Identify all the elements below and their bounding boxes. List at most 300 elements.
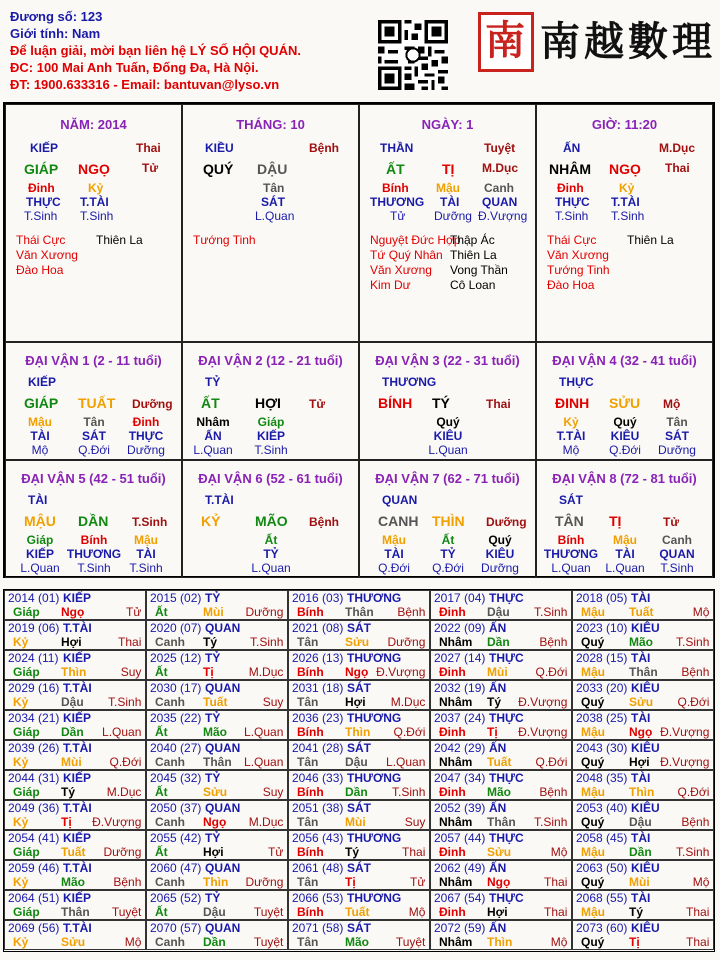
year-label: 2014 (01)	[8, 591, 60, 605]
dai-van-hidden-ts: T.Sinh	[77, 561, 111, 575]
year-cell	[288, 890, 430, 920]
year-cell	[430, 830, 572, 860]
year-truong-sinh: Mộ	[408, 905, 426, 919]
pillar-text: Tướng Tinh	[547, 263, 610, 277]
year-sao: THỰC	[489, 711, 524, 725]
gioitinh-value: Nam	[71, 26, 101, 41]
year-chi: Mùi	[487, 665, 508, 679]
dai-van-hidden-can: Kỷ	[563, 415, 579, 429]
year-can: Nhâm	[439, 635, 473, 649]
contact-line[interactable]: Để luận giải, mời bạn liên hệ LÝ SỐ HỘI QUÁN.	[10, 43, 301, 58]
year-can: Quý	[581, 755, 605, 769]
year-cell	[288, 770, 430, 800]
year-sao: SÁT	[347, 921, 371, 935]
pillar-text: Kỷ	[619, 181, 635, 195]
year-truong-sinh: Dưỡng	[245, 875, 284, 889]
dai-van-sao: QUAN	[382, 493, 418, 507]
year-chi: Tuất	[61, 845, 86, 859]
year-truong-sinh: Mộ	[550, 935, 568, 949]
year-label: 2028 (15)	[576, 651, 628, 665]
year-chi: Dậu	[629, 815, 652, 829]
year-can: Nhâm	[439, 875, 473, 889]
year-can: Canh	[155, 875, 185, 889]
year-cell	[4, 920, 146, 950]
year-sao: ẤN	[489, 861, 507, 875]
dai-van-hidden-ts: Q.Đới	[609, 443, 641, 457]
year-sao: QUAN	[205, 921, 241, 935]
year-truong-sinh: Thai	[544, 905, 568, 919]
year-chi: Dậu	[61, 695, 84, 709]
year-label: 2054 (41)	[8, 831, 60, 845]
year-chi: Tý	[487, 695, 502, 709]
year-chi: Dần	[487, 635, 510, 649]
year-cell	[4, 740, 146, 770]
year-cell	[288, 740, 430, 770]
year-truong-sinh: Tử	[268, 845, 284, 859]
year-can: Tân	[297, 935, 319, 949]
pillar-text: DẬU	[257, 161, 288, 177]
pillar-text: L.Quan	[255, 209, 295, 223]
dai-van-cell	[5, 342, 182, 460]
dai-van-hidden-ts: Q.Đới	[78, 443, 110, 457]
year-chi: Ngọ	[345, 665, 369, 679]
year-can: Mậu	[581, 665, 605, 679]
year-can: Bính	[297, 725, 324, 739]
dai-van-hidden-sao: THỰC	[128, 429, 164, 443]
year-chi: Hợi	[61, 635, 82, 649]
year-can: Nhâm	[439, 755, 473, 769]
year-label: 2063 (50)	[576, 861, 628, 875]
pillar-text: QUAN	[482, 195, 518, 209]
year-truong-sinh: Suy	[120, 665, 142, 679]
so-label: Đương số:	[10, 9, 78, 24]
year-truong-sinh: T.Sinh	[676, 845, 710, 859]
year-label: 2029 (16)	[8, 681, 60, 695]
year-sao: THỰC	[489, 591, 524, 605]
year-sao: TỶ	[205, 831, 221, 845]
pillar-text: T.TÀI	[80, 195, 109, 209]
year-chi: Mão	[629, 635, 653, 649]
pillar-text: Thập Ác	[450, 233, 495, 247]
dai-van-can: KỶ	[201, 513, 221, 529]
year-label: 2052 (39)	[434, 801, 486, 815]
year-can: Kỷ	[13, 935, 29, 949]
year-chi: Hợi	[203, 845, 224, 859]
dai-van-hidden-ts: Dưỡng	[481, 561, 519, 575]
year-truong-sinh: Thai	[686, 935, 710, 949]
year-sao: THỰC	[489, 891, 524, 905]
year-chi: Dần	[203, 935, 226, 949]
year-label: 2069 (56)	[8, 921, 60, 935]
year-chi: Thìn	[629, 785, 655, 799]
year-chi: Tị	[203, 665, 214, 679]
year-label: 2020 (07)	[150, 621, 202, 635]
year-chi: Thân	[61, 905, 90, 919]
year-cell	[430, 800, 572, 830]
year-chi: Ngọ	[487, 875, 511, 889]
year-chi: Dậu	[345, 755, 368, 769]
year-truong-sinh: Q.Đới	[677, 695, 710, 709]
dai-van-title: ĐẠI VẬN 6 (52 - 61 tuổi)	[198, 471, 343, 486]
year-sao: SÁT	[347, 801, 371, 815]
pillar-text: NGỌ	[609, 161, 641, 177]
year-can: Kỷ	[13, 695, 29, 709]
qr-code-icon[interactable]	[378, 20, 448, 90]
year-can: Tân	[297, 755, 319, 769]
year-chi: Tuất	[629, 605, 654, 619]
year-truong-sinh: Tử	[126, 605, 142, 619]
year-can: Ất	[155, 785, 168, 799]
year-truong-sinh: Tuyệt	[111, 905, 142, 919]
dai-van-hidden-sao: TỶ	[440, 547, 456, 561]
pillar-text: Tuyệt	[484, 141, 516, 155]
year-cell	[146, 890, 288, 920]
year-sao: KIẾP	[63, 831, 92, 845]
year-cell	[572, 920, 714, 950]
year-cell	[146, 710, 288, 740]
year-chi: Mão	[203, 725, 227, 739]
dai-van-hidden-ts: T.Sinh	[129, 561, 163, 575]
dai-van-chi: HỢI	[255, 395, 281, 411]
year-chi: Mùi	[345, 815, 366, 829]
dai-van-cell	[536, 342, 713, 460]
dai-van-hidden-sao: QUAN	[659, 547, 695, 561]
year-sao: TÀI	[631, 891, 651, 905]
year-label: 2042 (29)	[434, 741, 486, 755]
year-label: 2053 (40)	[576, 801, 628, 815]
year-sao: T.TÀI	[63, 801, 92, 815]
year-label: 2072 (59)	[434, 921, 486, 935]
dai-van-sao: KIẾP	[28, 375, 57, 389]
year-label: 2035 (22)	[150, 711, 202, 725]
dai-van-title: ĐẠI VẬN 5 (42 - 51 tuổi)	[21, 471, 166, 486]
year-chi: Dậu	[487, 605, 510, 619]
dai-van-hidden-sao: T.TÀI	[556, 429, 586, 443]
year-sao: TÀI	[631, 771, 651, 785]
year-truong-sinh: Bệnh	[681, 665, 710, 679]
pillar-text: THẦN	[380, 141, 414, 155]
year-sao: TÀI	[631, 711, 651, 725]
pillar-text: T.Sinh	[611, 209, 645, 223]
year-chi: Ngọ	[629, 725, 653, 739]
dai-van-title: ĐẠI VẬN 1 (2 - 11 tuổi)	[25, 353, 162, 368]
dai-van-truong-sinh: Tử	[309, 397, 326, 411]
pillar-text: Thái Cực	[547, 233, 597, 247]
dai-van-hidden-can: Tân	[666, 415, 688, 429]
pillar-text: Vong Thần	[450, 263, 508, 277]
year-cell	[572, 650, 714, 680]
year-truong-sinh: Mộ	[124, 935, 142, 949]
pillar-text: T.Sinh	[80, 209, 114, 223]
dai-van-chi: DẦN	[78, 513, 109, 529]
pillar-text: THƯƠNG	[370, 195, 425, 209]
dai-van-cell	[359, 342, 536, 460]
year-can: Canh	[155, 755, 185, 769]
year-can: Đinh	[439, 725, 466, 739]
pillars-grid	[3, 102, 715, 578]
year-cell	[430, 920, 572, 950]
year-sao: ẤN	[489, 801, 507, 815]
year-sao: KIẾP	[63, 651, 92, 665]
dai-van-hidden-can: Bính	[557, 533, 585, 547]
dai-van-truong-sinh: T.Sinh	[132, 515, 168, 529]
year-chi: Mùi	[61, 755, 82, 769]
dai-van-hidden-sao: TỶ	[263, 547, 279, 561]
year-chi: Thân	[345, 605, 374, 619]
pillar-text: Bệnh	[309, 141, 339, 155]
dai-van-title: ĐẠI VẬN 8 (72 - 81 tuổi)	[552, 471, 697, 486]
year-label: 2025 (12)	[150, 651, 202, 665]
year-can: Bính	[297, 845, 324, 859]
year-label: 2022 (09)	[434, 621, 486, 635]
year-cell	[572, 740, 714, 770]
year-truong-sinh: Đ.Vượng	[92, 815, 142, 829]
year-truong-sinh: M.Dục	[248, 815, 284, 829]
year-label: 2017 (04)	[434, 591, 486, 605]
pillar-text: Tứ Quý Nhân	[370, 248, 443, 262]
year-can: Ất	[155, 605, 168, 619]
year-can: Quý	[581, 815, 605, 829]
pillar-text: Đào Hoa	[547, 278, 595, 292]
so-value: 123	[80, 9, 103, 24]
year-truong-sinh: T.Sinh	[534, 605, 568, 619]
year-label: 2036 (23)	[292, 711, 344, 725]
year-sao: THƯƠNG	[347, 891, 402, 905]
year-cell	[572, 800, 714, 830]
year-cell	[4, 710, 146, 740]
year-sao: KIẾP	[63, 711, 92, 725]
year-can: Canh	[155, 815, 185, 829]
year-chi: Dần	[629, 845, 652, 859]
year-sao: T.TÀI	[63, 621, 92, 635]
dai-van-hidden-ts: L.Quan	[193, 443, 233, 457]
year-truong-sinh: L.Quan	[244, 755, 284, 769]
dai-van-hidden-sao: KIÊU	[433, 429, 463, 443]
year-cell	[146, 740, 288, 770]
dai-van-truong-sinh: Tử	[663, 515, 680, 529]
pillar-text: ẤN	[563, 141, 581, 155]
year-sao: T.TÀI	[63, 741, 92, 755]
year-can: Quý	[581, 875, 605, 889]
year-can: Quý	[581, 935, 605, 949]
year-cell	[572, 710, 714, 740]
pillar-text: Canh	[484, 181, 514, 195]
year-can: Giáp	[13, 665, 40, 679]
pillar-text: Cô Loan	[450, 278, 496, 292]
year-truong-sinh: Tuyệt	[395, 935, 426, 949]
year-cell	[430, 650, 572, 680]
year-can: Tân	[297, 815, 319, 829]
year-truong-sinh: M.Dục	[390, 695, 426, 709]
dai-van-hidden-sao: THƯƠNG	[66, 547, 122, 561]
logo: 南越數理	[540, 18, 716, 65]
year-chi: Sửu	[61, 935, 86, 949]
year-chi: Dậu	[203, 905, 226, 919]
dai-van-hidden-ts: Dưỡng	[127, 443, 165, 457]
pillar-text: Thai	[136, 141, 161, 155]
year-cell	[4, 770, 146, 800]
dai-van-title: ĐẠI VẬN 3 (22 - 31 tuổi)	[375, 353, 520, 368]
dai-van-cell	[182, 342, 359, 460]
year-cell	[288, 800, 430, 830]
year-truong-sinh: Suy	[262, 695, 284, 709]
year-label: 2041 (28)	[292, 741, 344, 755]
year-sao: KIÊU	[631, 681, 660, 695]
year-chi: Tị	[629, 935, 640, 949]
year-cell	[288, 710, 430, 740]
dai-van-hidden-sao: TÀI	[615, 547, 635, 561]
year-chi: Tý	[61, 785, 76, 799]
year-cell	[146, 800, 288, 830]
pillar-text: Thiên La	[450, 248, 497, 262]
year-cell	[572, 770, 714, 800]
year-cell	[288, 920, 430, 950]
year-truong-sinh: Thai	[686, 905, 710, 919]
year-chi: Tuất	[345, 905, 370, 919]
pillar-text: Văn Xương	[547, 248, 609, 262]
year-sao: SÁT	[347, 681, 371, 695]
dai-van-truong-sinh: Dưỡng	[132, 397, 173, 411]
year-sao: KIẾP	[63, 771, 92, 785]
year-cell	[4, 680, 146, 710]
pillar-text: Kim Dư	[370, 278, 411, 292]
year-cell	[146, 620, 288, 650]
year-can: Bính	[297, 605, 324, 619]
year-chi: Tý	[345, 845, 360, 859]
pillar-text: Bính	[382, 181, 409, 195]
year-cell	[288, 860, 430, 890]
pillar-text: M.Dục	[482, 161, 518, 175]
gioitinh-label: Giới tính:	[10, 26, 69, 41]
year-can: Ất	[155, 725, 168, 739]
pillar-text: T.TÀI	[611, 195, 640, 209]
year-label: 2056 (43)	[292, 831, 344, 845]
year-truong-sinh: Mộ	[692, 605, 710, 619]
year-label: 2023 (10)	[576, 621, 628, 635]
year-cell	[146, 680, 288, 710]
dai-van-hidden-sao: KIÊU	[485, 547, 515, 561]
pillar-text: Văn Xương	[16, 248, 78, 262]
year-label: 2026 (13)	[292, 651, 344, 665]
dai-van-hidden-can: Tân	[83, 415, 105, 429]
year-sao: TỶ	[205, 651, 221, 665]
year-cell	[4, 890, 146, 920]
dai-van-hidden-sao: TÀI	[136, 547, 156, 561]
year-sao: TÀI	[631, 651, 651, 665]
year-label: 2070 (57)	[150, 921, 202, 935]
year-sao: SÁT	[347, 861, 371, 875]
year-truong-sinh: Tử	[410, 875, 426, 889]
dai-van-hidden-can: Giáp	[257, 415, 285, 429]
year-label: 2045 (32)	[150, 771, 202, 785]
year-can: Mậu	[581, 725, 605, 739]
year-cell	[430, 890, 572, 920]
year-sao: THƯƠNG	[347, 771, 402, 785]
year-label: 2021 (08)	[292, 621, 344, 635]
year-can: Đinh	[439, 845, 466, 859]
year-can: Ất	[155, 845, 168, 859]
pillar-text: Thiên La	[96, 233, 143, 247]
year-chi: Thìn	[203, 875, 229, 889]
year-chi: Thân	[203, 755, 232, 769]
year-can: Mậu	[581, 845, 605, 859]
year-cell	[4, 830, 146, 860]
year-truong-sinh: Bệnh	[397, 605, 426, 619]
dai-van-hidden-sao: SÁT	[665, 429, 689, 443]
year-label: 2059 (46)	[8, 861, 60, 875]
year-can: Canh	[155, 935, 185, 949]
dai-van-hidden-can: Ất	[264, 533, 278, 547]
year-can: Mậu	[581, 905, 605, 919]
dai-van-hidden-can: Nhâm	[196, 415, 230, 429]
year-label: 2066 (53)	[292, 891, 344, 905]
year-cell	[572, 620, 714, 650]
dai-van-hidden-can: Mậu	[613, 533, 637, 547]
dai-van-hidden-sao: KIẾP	[25, 547, 55, 561]
dai-van-cell	[182, 460, 359, 578]
pillar-text: Mậu	[436, 181, 460, 195]
year-sao: TỶ	[205, 771, 221, 785]
year-label: 2073 (60)	[576, 921, 628, 935]
pillar-text: NHÂM	[549, 161, 591, 177]
year-label: 2043 (30)	[576, 741, 628, 755]
pillar-text: Tử	[142, 161, 159, 175]
year-cell	[4, 590, 146, 620]
year-chi: Thìn	[61, 665, 87, 679]
red-seal-icon: 南	[478, 12, 534, 72]
dai-van-hidden-can: Quý	[613, 415, 637, 429]
year-label: 2037 (24)	[434, 711, 486, 725]
pillar-text: KIẾP	[30, 141, 59, 155]
year-truong-sinh: T.Sinh	[250, 635, 284, 649]
year-truong-sinh: Suy	[404, 815, 426, 829]
year-sao: T.TÀI	[63, 861, 92, 875]
year-can: Đinh	[439, 785, 466, 799]
dai-van-hidden-ts: Mộ	[31, 443, 49, 457]
dai-van-hidden-ts: L.Quan	[251, 561, 291, 575]
year-chi: Mùi	[203, 605, 224, 619]
pillar-text: Đào Hoa	[16, 263, 64, 277]
year-sao: TỶ	[205, 591, 221, 605]
year-can: Giáp	[13, 905, 40, 919]
year-chi: Tý	[629, 905, 644, 919]
year-can: Canh	[155, 695, 185, 709]
year-label: 2032 (19)	[434, 681, 486, 695]
year-can: Tân	[297, 635, 319, 649]
year-label: 2068 (55)	[576, 891, 628, 905]
year-can: Mậu	[581, 785, 605, 799]
dai-van-hidden-ts: L.Quan	[605, 561, 645, 575]
year-can: Đinh	[439, 905, 466, 919]
year-label: 2024 (11)	[8, 651, 59, 665]
dai-van-hidden-can: Bính	[80, 533, 108, 547]
year-label: 2049 (36)	[8, 801, 60, 815]
phone-line[interactable]: ĐT: 1900.633316 - Email: bantuvan@lyso.vn	[10, 77, 280, 92]
year-truong-sinh: L.Quan	[102, 725, 142, 739]
year-chi: Ngọ	[203, 815, 227, 829]
year-truong-sinh: Mộ	[692, 875, 710, 889]
dai-van-chi: THÌN	[432, 513, 465, 529]
year-can: Bính	[297, 665, 324, 679]
year-sao: TỶ	[205, 711, 221, 725]
dai-van-hidden-sao: TÀI	[384, 547, 404, 561]
year-sao: THƯƠNG	[347, 651, 402, 665]
year-truong-sinh: Bệnh	[539, 785, 568, 799]
year-sao: KIÊU	[631, 801, 660, 815]
dai-van-can: GIÁP	[24, 395, 59, 411]
year-label: 2030 (17)	[150, 681, 202, 695]
dai-van-title: ĐẠI VẬN 7 (62 - 71 tuổi)	[375, 471, 520, 486]
